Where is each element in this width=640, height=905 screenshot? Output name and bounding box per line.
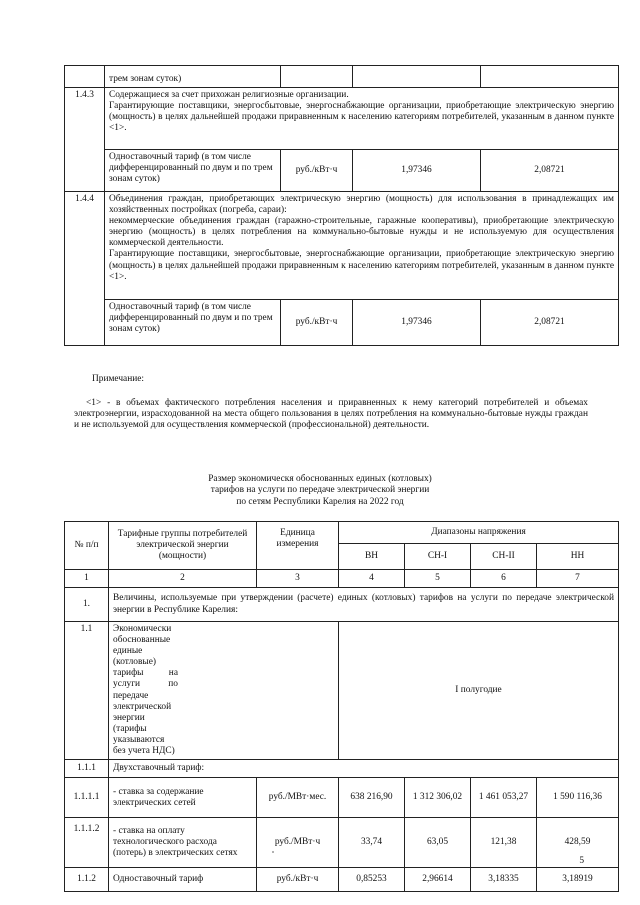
table-row <box>65 588 619 622</box>
row-number: 1.4.3 <box>65 88 105 192</box>
row-number: 1.1.1.1 <box>65 778 109 818</box>
value-sn1: 2,96614 <box>405 868 471 892</box>
row-name: - ставка за содержание электрических сетей <box>109 778 257 818</box>
header-nn: НН <box>537 544 619 570</box>
value-cell: 2,08721 <box>481 300 619 346</box>
row-number: 1.1 <box>65 622 109 760</box>
value-nn: 428,59 <box>537 818 619 868</box>
value-sn1: 63,05 <box>405 818 471 868</box>
row-name: Одноставочный тариф <box>109 868 257 892</box>
section-text: Величины, используемые при утверждении (расчете) единых (котловых) тарифов на услуги по передаче электрической энергии в Республике Карелия: <box>109 588 619 622</box>
unit-cell: руб./МВт·мес. <box>257 778 339 818</box>
note-label: Примечание: <box>92 374 145 384</box>
value-vn: 638 216,90 <box>339 778 405 818</box>
value-vn: 0,85253 <box>339 868 405 892</box>
note-text: <1> - в объемах фактического потребления населения и приравненных к нему категорий потребителей и объемах электроэнергии, израсходованной на места общего пользования в целях потребления на коммунально-бытовые нужды граждан и не используемой для осуществления коммерческой (профессиональной) деятельности. <box>74 398 588 431</box>
header-num: № п/п <box>65 522 109 570</box>
row-description: Объединения граждан, приобретающих электрическую энергию (мощность) для использования в принадлежащих им хозяйственных постройках (погреба, сараи): некоммерческие объединения граждан (гаражно-строительные, гаражные кооперативы), приобретающие электрическую энергию (мощность) в целях потребления на коммунально-бытовые нужды и не используемую для осуществления коммерческой деятельности. Гарантирующие поставщики, энергосбытовые, энергоснабжающие организации, приобретающие электрическую энергию (мощность) в целях дальнейшей продажи приравненным к населению категориям потребителей, указанным в данном пункте <1>. <box>105 192 619 300</box>
header-sn2: СН-II <box>471 544 537 570</box>
value-sn2: 3,18335 <box>471 868 537 892</box>
table-row <box>65 622 619 760</box>
value-cell: 1,97346 <box>353 150 481 192</box>
unit-cell: руб./кВт·ч <box>281 300 353 346</box>
value-sn2: 1 461 053,27 <box>471 778 537 818</box>
page-number: 5 <box>579 856 584 866</box>
row-name: - ставка на оплату технологического расхода (потерь) в электрических сетях <box>109 818 257 868</box>
unit-cell: руб./кВт·ч <box>281 150 353 192</box>
row-description: Экономически обоснованные единые (котловые) тарифы на услуги по передаче электрической энергии (тарифы указываются без учета НДС) <box>109 622 339 760</box>
tariff-title: Размер экономическя обоснованных единых (котловых) тарифов на услуги по передаче электрической энергии по сетям Республики Карелия на 2022 год <box>208 474 432 507</box>
row-description: Содержащиеся за счет прихожан религиозные организации. Гарантирующие поставщики, энергосбытовые, энергоснабжающие организации, приобретающие электрическую энергию (мощность) в целях дальнейшей продажи приравненным к населению категориям потребителей, указанным в данном пункте <1>. <box>105 88 619 150</box>
header-group: Тарифные группы потребителей электрической энергии (мощности) <box>109 522 257 570</box>
period-cell: I полугодие <box>339 622 619 760</box>
row-number: 1.1.2 <box>65 868 109 892</box>
value-sn2: 121,38 <box>471 818 537 868</box>
header-voltage-ranges: Диапазоны напряжения <box>339 522 619 544</box>
table-row <box>65 88 619 150</box>
cell-text: трем зонам суток) <box>105 66 281 88</box>
row-number: 1.4.4 <box>65 192 105 346</box>
table-row <box>65 760 619 778</box>
table-row <box>65 778 619 818</box>
index-cell: 4 <box>339 570 405 588</box>
header-row <box>65 522 619 544</box>
header-sn1: СН-I <box>405 544 471 570</box>
index-cell: 3 <box>257 570 339 588</box>
value-cell: 2,08721 <box>481 150 619 192</box>
unit-cell: руб./МВт·ч <box>257 818 339 868</box>
header-unit: Единица измерения <box>257 522 339 570</box>
value-sn1: 1 312 306,02 <box>405 778 471 818</box>
table-row <box>65 818 619 868</box>
row-number: 1. <box>65 588 109 622</box>
table-row <box>65 66 619 88</box>
value-nn: 3,18919 <box>537 868 619 892</box>
table-row <box>65 192 619 300</box>
index-row <box>65 570 619 588</box>
unit-cell: руб./кВт·ч <box>257 868 339 892</box>
value-nn: 1 590 116,36 <box>537 778 619 818</box>
table-row <box>65 300 619 346</box>
index-cell: 5 <box>405 570 471 588</box>
index-cell: 6 <box>471 570 537 588</box>
tariff-label: Одноставочный тариф (в том числе дифференцированный по двум и по трем зонам суток) <box>105 150 281 192</box>
tariff-label: Одноставочный тариф (в том числе дифференцированный по двум и по трем зонам суток) <box>105 300 281 346</box>
value-cell: 1,97346 <box>353 300 481 346</box>
row-number: 1.1.1 <box>65 760 109 778</box>
index-cell: 2 <box>109 570 257 588</box>
index-cell: 7 <box>537 570 619 588</box>
top-tariff-table <box>64 65 619 346</box>
value-vn: 33,74 <box>339 818 405 868</box>
header-vn: ВН <box>339 544 405 570</box>
row-number: 1.1.1.2 <box>65 818 109 868</box>
table-row <box>65 868 619 892</box>
scan-speck <box>272 851 274 853</box>
index-cell: 1 <box>65 570 109 588</box>
row-description: Двухставочный тариф: <box>109 760 619 778</box>
table-row <box>65 150 619 192</box>
unified-tariff-table <box>64 521 619 892</box>
